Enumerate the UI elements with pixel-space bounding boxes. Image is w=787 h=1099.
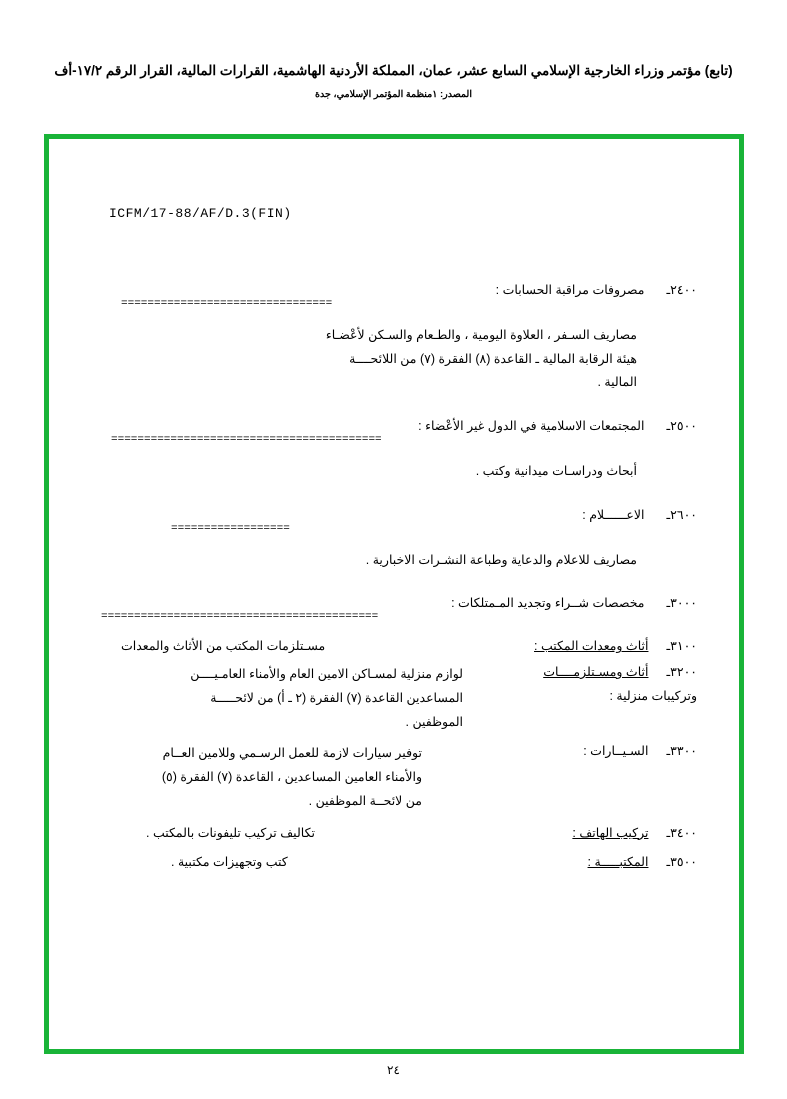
section-2500 <box>91 417 697 484</box>
subsection-3500 <box>91 851 697 875</box>
desc-line: الموظفين . <box>405 714 463 729</box>
subsection-3200-code: ٣٢٠٠ـ <box>666 665 697 680</box>
section-3000-title: مخصصات شــراء وتجديد المـمتلكات : <box>451 596 645 611</box>
subsection-3300-title: السـيــارات : <box>583 744 649 759</box>
subsection-3400-code: ٣٤٠٠ـ <box>666 825 697 840</box>
document-content <box>91 281 697 875</box>
page-number: ٢٤ <box>387 1063 400 1077</box>
desc-line: هيئة الرقابة المالية ـ القاعدة (٨) الفقرة (٧) من اللائحــــة <box>349 351 637 366</box>
document-reference-code: ICFM/17-88/AF/D.3(FIN) <box>109 206 292 221</box>
subsection-3200-title: أثاث ومسـتلزمــــات <box>543 665 649 680</box>
section-2400-divider: ================================ <box>121 298 333 310</box>
subsection-3300-code: ٣٣٠٠ـ <box>666 744 697 759</box>
desc-line: توفير سيارات لازمة للعمل الرسـمي وللامين العــام <box>162 746 422 761</box>
section-3000 <box>91 594 697 623</box>
section-2400-title: مصروفات مراقبة الحسابات : <box>495 283 645 297</box>
section-2500-code: ٢٥٠٠ـ <box>666 419 697 434</box>
subsection-3100-title: أثاث ومعدات المكتب : <box>534 639 649 654</box>
desc-line: كتب وتجهيزات مكتبية . <box>171 855 288 870</box>
section-2400-code: ٢٤٠٠ـ <box>666 283 697 297</box>
subsection-3500-code: ٣٥٠٠ـ <box>666 855 697 870</box>
section-2500-description <box>91 460 697 484</box>
section-2600 <box>91 506 697 573</box>
section-2600-description <box>91 549 697 573</box>
document-header <box>0 62 787 100</box>
desc-line: مصاريف السـفر ، العلاوة اليومية ، والطـعام والسـكن لأعْضـاء <box>325 327 637 342</box>
desc-line: مسـتلزمات المكتب من الأثاث والمعدات <box>121 639 326 654</box>
desc-line: والأمناء العامين المساعدين ، القاعدة (٧) الفقرة (٥) <box>161 770 422 785</box>
desc-line: لوازم منزلية لمسـاكن الامين العام والأمناء العامـيــــن <box>190 667 463 682</box>
subsection-3200-title2: وتركيبات منزلية : <box>609 689 697 704</box>
section-2500-title: المجتمعات الاسلامية في الدول غير الأعْضاء : <box>418 419 645 434</box>
desc-line: من لائحــة الموظفين . <box>308 793 422 808</box>
subsection-3500-title: المكتبـــــة : <box>587 855 649 870</box>
desc-line: تكاليف تركيب تليفونات بالمكتب . <box>146 825 315 840</box>
header-title: (تابع) مؤتمر وزراء الخارجية الإسلامي السابع عشر، عمان، المملكة الأردنية الهاشمية، القرارات المالية، القرار الرقم ١٧/٢-أف <box>54 63 733 78</box>
subsection-3100-code: ٣١٠٠ـ <box>666 639 697 654</box>
desc-line: المالية . <box>597 375 637 390</box>
scanned-document-body <box>51 141 737 1047</box>
section-3000-divider: ========================================== <box>101 611 379 624</box>
section-2600-code: ٢٦٠٠ـ <box>666 507 697 522</box>
section-2600-title: الاعــــــلام : <box>582 507 645 522</box>
section-2600-divider: ================== <box>171 522 290 535</box>
desc-line: المساعدين القاعدة (٧) الفقرة (٢ ـ أ) من لائحـــــة <box>210 690 463 705</box>
section-3000-code: ٣٠٠٠ـ <box>666 596 697 611</box>
header-source: المصدر: ۱منظمة المؤتمر الإسلامي، جدة <box>315 88 472 100</box>
desc-line: أبحاث ودراسـات ميدانية وكتب . <box>475 464 637 479</box>
section-2400-description <box>91 324 697 395</box>
subsection-3300 <box>91 742 697 813</box>
subsection-3400 <box>91 822 697 846</box>
section-2500-divider: ========================================= <box>111 434 382 447</box>
section-2400 <box>91 281 697 395</box>
subsection-3200 <box>91 663 697 734</box>
subsection-3100 <box>91 635 697 659</box>
subsection-3400-title: تركيب الهاتف : <box>572 825 649 840</box>
desc-line: مصاريف للاعلام والدعاية وطباعة النشـرات الاخبارية . <box>365 552 637 567</box>
